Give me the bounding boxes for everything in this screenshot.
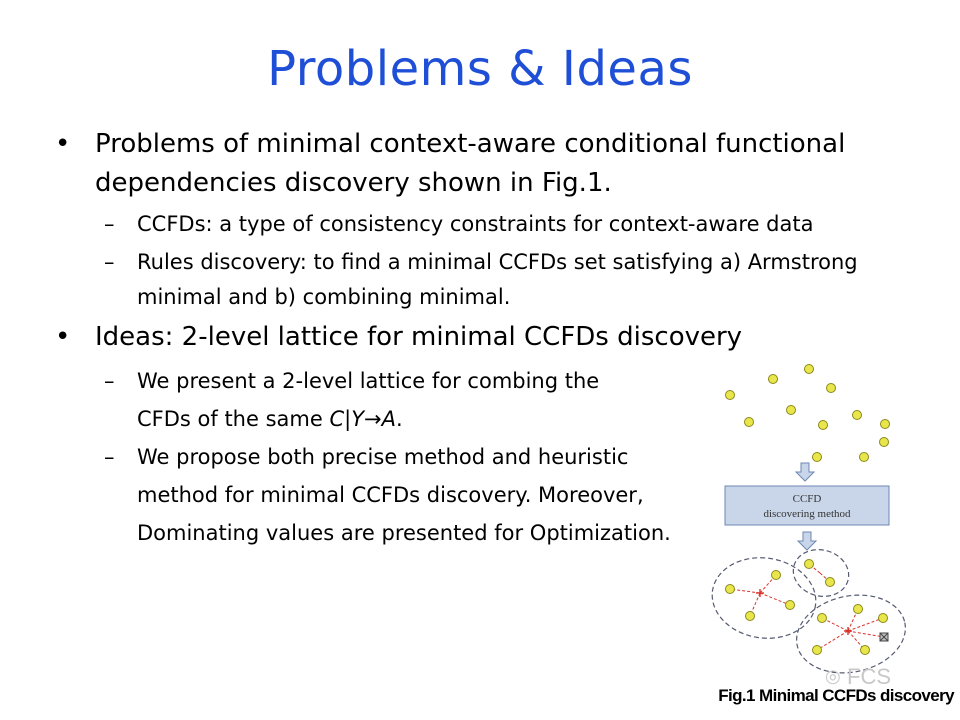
dash-icon: – bbox=[104, 250, 115, 274]
subbullet-lattice bbox=[104, 362, 600, 438]
bullet-ideas bbox=[55, 318, 743, 357]
bullet-dot-icon: • bbox=[55, 129, 71, 159]
data-point bbox=[746, 612, 755, 621]
data-point bbox=[786, 601, 795, 610]
data-point bbox=[726, 391, 735, 400]
cluster-centers bbox=[756, 589, 852, 635]
math-expression: C|Y→A bbox=[329, 407, 396, 431]
dash-icon: – bbox=[104, 445, 115, 469]
subbullet-line: Dominating values are presented for Optimization. bbox=[137, 521, 671, 545]
dash-icon: – bbox=[104, 212, 115, 236]
data-point bbox=[726, 585, 735, 594]
data-point bbox=[854, 605, 863, 614]
watermark-text: FCS bbox=[847, 664, 891, 689]
bullet-problems bbox=[55, 125, 846, 203]
data-point bbox=[813, 646, 822, 655]
slide-title: Problems & Ideas bbox=[267, 41, 693, 97]
text-suffix: . bbox=[395, 407, 403, 431]
cluster-ellipse bbox=[788, 544, 854, 603]
subbullet-line: We present a 2-level lattice for combing the bbox=[137, 369, 600, 393]
data-point bbox=[772, 571, 781, 580]
method-box-label: discovering method bbox=[763, 508, 851, 520]
scattered-points bbox=[726, 365, 890, 462]
subbullet-line: CCFDs: a type of consistency constraints for context-aware data bbox=[137, 212, 814, 236]
method-box bbox=[725, 486, 889, 525]
bullet-dot-icon: • bbox=[55, 322, 71, 352]
data-point bbox=[881, 420, 890, 429]
data-point bbox=[826, 578, 835, 587]
data-point bbox=[880, 438, 889, 447]
dash-icon: – bbox=[104, 369, 115, 393]
subbullet-ccfds bbox=[104, 207, 814, 242]
data-point bbox=[860, 453, 869, 462]
data-point bbox=[813, 453, 822, 462]
data-point bbox=[805, 365, 814, 374]
data-point bbox=[827, 384, 836, 393]
down-arrow-icon bbox=[798, 532, 816, 550]
method-box-label: CCFD bbox=[792, 493, 822, 505]
data-point bbox=[805, 560, 814, 569]
subbullet-line: Rules discovery: to find a minimal CCFDs set satisfying a) Armstrong bbox=[137, 250, 858, 274]
subbullet-methods bbox=[104, 438, 671, 552]
data-point bbox=[853, 411, 862, 420]
clusters bbox=[707, 544, 913, 683]
data-point bbox=[861, 646, 870, 655]
data-point bbox=[819, 421, 828, 430]
data-point bbox=[879, 614, 888, 623]
data-point bbox=[787, 406, 796, 415]
cluster-ellipse bbox=[707, 551, 821, 645]
data-point bbox=[769, 375, 778, 384]
bullet-line: Ideas: 2-level lattice for minimal CCFDs discovery bbox=[95, 322, 743, 352]
figure-caption: Fig.1 Minimal CCFDs discovery bbox=[718, 686, 954, 705]
text-prefix: CFDs of the same bbox=[137, 407, 330, 431]
wechat-logo-icon: ◎ bbox=[825, 666, 841, 686]
bullet-line: Problems of minimal context-aware conditional functional bbox=[95, 129, 846, 159]
dominating-value-icon bbox=[880, 633, 888, 641]
data-point bbox=[818, 614, 827, 623]
subbullet-line: We propose both precise method and heuristic bbox=[137, 445, 629, 469]
bullet-line: dependencies discovery shown in Fig.1. bbox=[95, 168, 612, 198]
subbullet-line: minimal and b) combining minimal. bbox=[137, 285, 511, 309]
subbullet-line: method for minimal CCFDs discovery. Moreover, bbox=[137, 483, 644, 507]
subbullet-rules bbox=[104, 245, 858, 315]
subbullet-line bbox=[137, 400, 599, 438]
down-arrow-icon bbox=[796, 463, 814, 481]
ccfd-figure bbox=[700, 352, 960, 720]
data-point bbox=[745, 418, 754, 427]
